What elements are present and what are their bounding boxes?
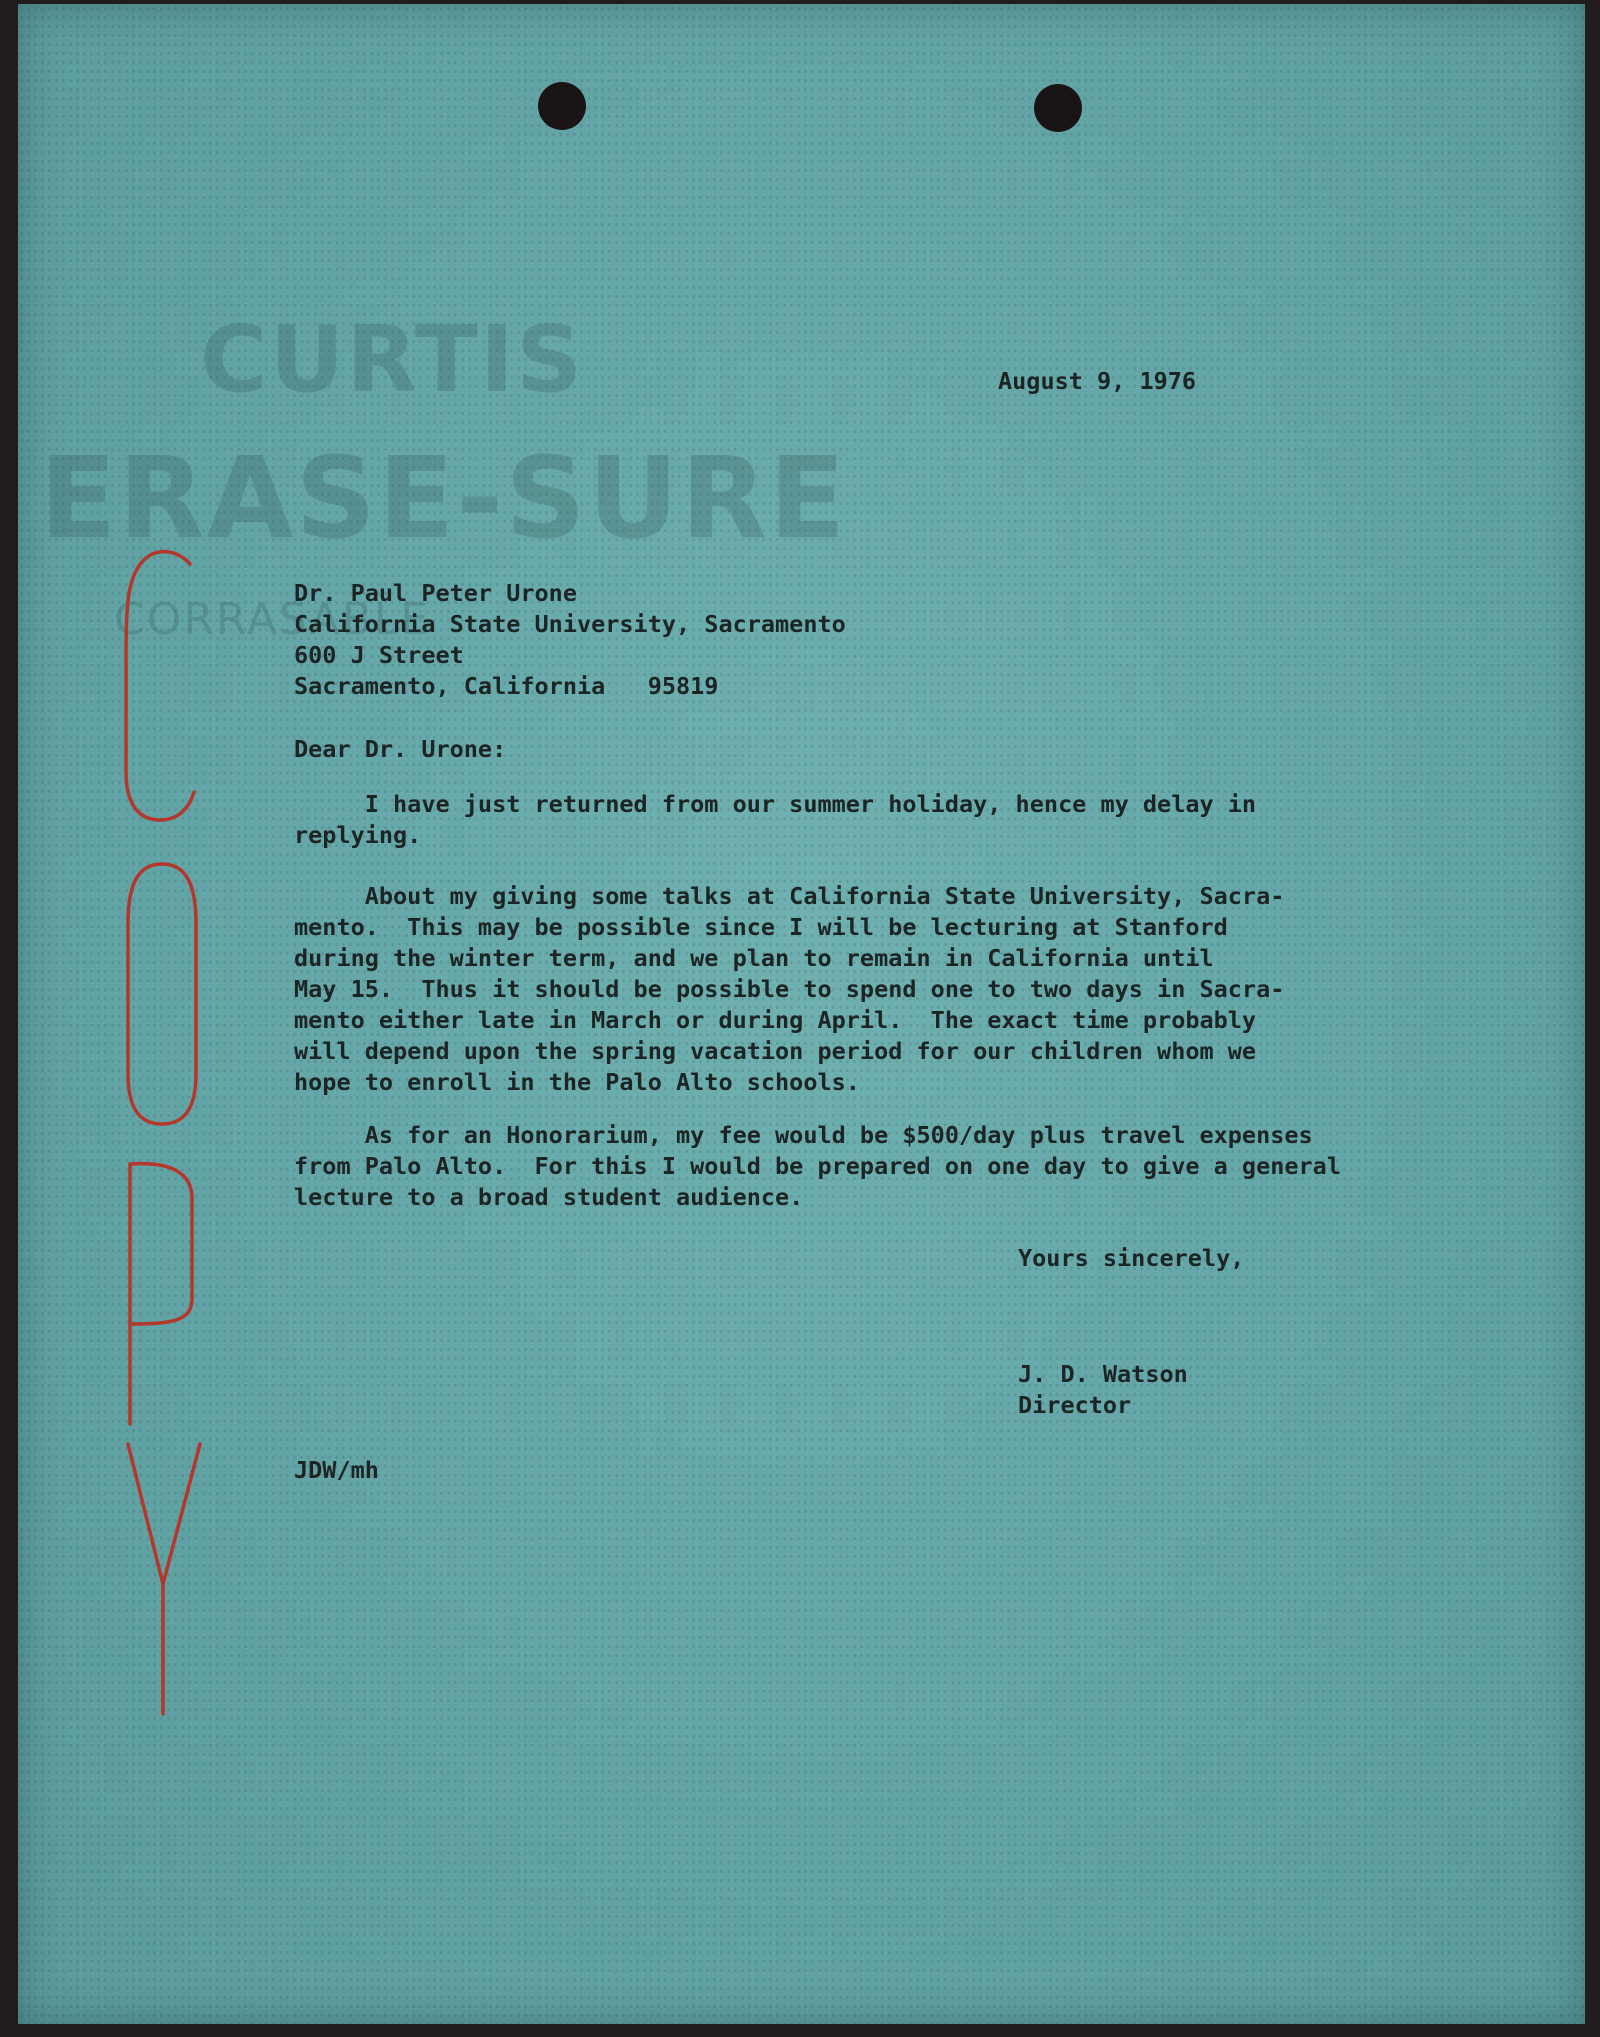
closing: Yours sincerely, <box>1018 1244 1245 1272</box>
typist-initials: JDW/mh <box>294 1456 379 1484</box>
paragraph-line: mento. This may be possible since I will be lecturing at Stanford <box>294 913 1228 941</box>
paragraph-line: hope to enroll in the Palo Alto schools. <box>294 1068 860 1096</box>
punch-hole-right <box>1034 84 1082 132</box>
paragraph-2 <box>294 881 1284 1098</box>
paragraph-line: during the winter term, and we plan to remain in California until <box>294 944 1214 972</box>
copy-stamp-letter-p <box>130 1164 192 1424</box>
paragraph-line: About my giving some talks at California State University, Sacra- <box>294 882 1285 910</box>
copy-stamp-letter-y <box>128 1444 200 1714</box>
paragraph-line: from Palo Alto. For this I would be prepared on one day to give a general <box>294 1152 1341 1180</box>
paragraph-line: May 15. Thus it should be possible to spend one to two days in Sacra- <box>294 975 1285 1003</box>
recipient-street: 600 J Street <box>294 641 464 669</box>
paragraph-1 <box>294 789 1256 851</box>
watermark-product: ERASE-SURE <box>40 434 848 564</box>
recipient-institution: California State University, Sacramento <box>294 610 846 638</box>
salutation: Dear Dr. Urone: <box>294 735 507 763</box>
recipient-address <box>294 578 846 702</box>
recipient-name: Dr. Paul Peter Urone <box>294 579 577 607</box>
signature-block <box>1018 1359 1188 1421</box>
paragraph-line: mento either late in March or during April. The exact time probably <box>294 1006 1257 1034</box>
paragraph-line: lecture to a broad student audience. <box>294 1183 804 1211</box>
copy-stamp <box>118 544 218 1719</box>
paragraph-line: replying. <box>294 821 422 849</box>
paragraph-3 <box>294 1120 1341 1213</box>
copy-stamp-letter-c <box>126 552 194 820</box>
signer-title: Director <box>1018 1391 1132 1419</box>
letter-sheet <box>18 4 1585 2024</box>
letter-date: August 9, 1976 <box>998 367 1197 395</box>
punch-hole-left <box>538 82 586 130</box>
paragraph-line: As for an Honorarium, my fee would be $500/day plus travel expenses <box>294 1121 1313 1149</box>
watermark-subtitle: CORRASABLE <box>114 594 431 645</box>
signer-name: J. D. Watson <box>1018 1360 1188 1388</box>
copy-stamp-letter-o <box>128 864 196 1124</box>
paragraph-line: will depend upon the spring vacation period for our children whom we <box>294 1037 1257 1065</box>
recipient-city: Sacramento, California 95819 <box>294 672 719 700</box>
paragraph-line: I have just returned from our summer holiday, hence my delay in <box>294 790 1257 818</box>
watermark-brand: CURTIS <box>200 306 585 413</box>
